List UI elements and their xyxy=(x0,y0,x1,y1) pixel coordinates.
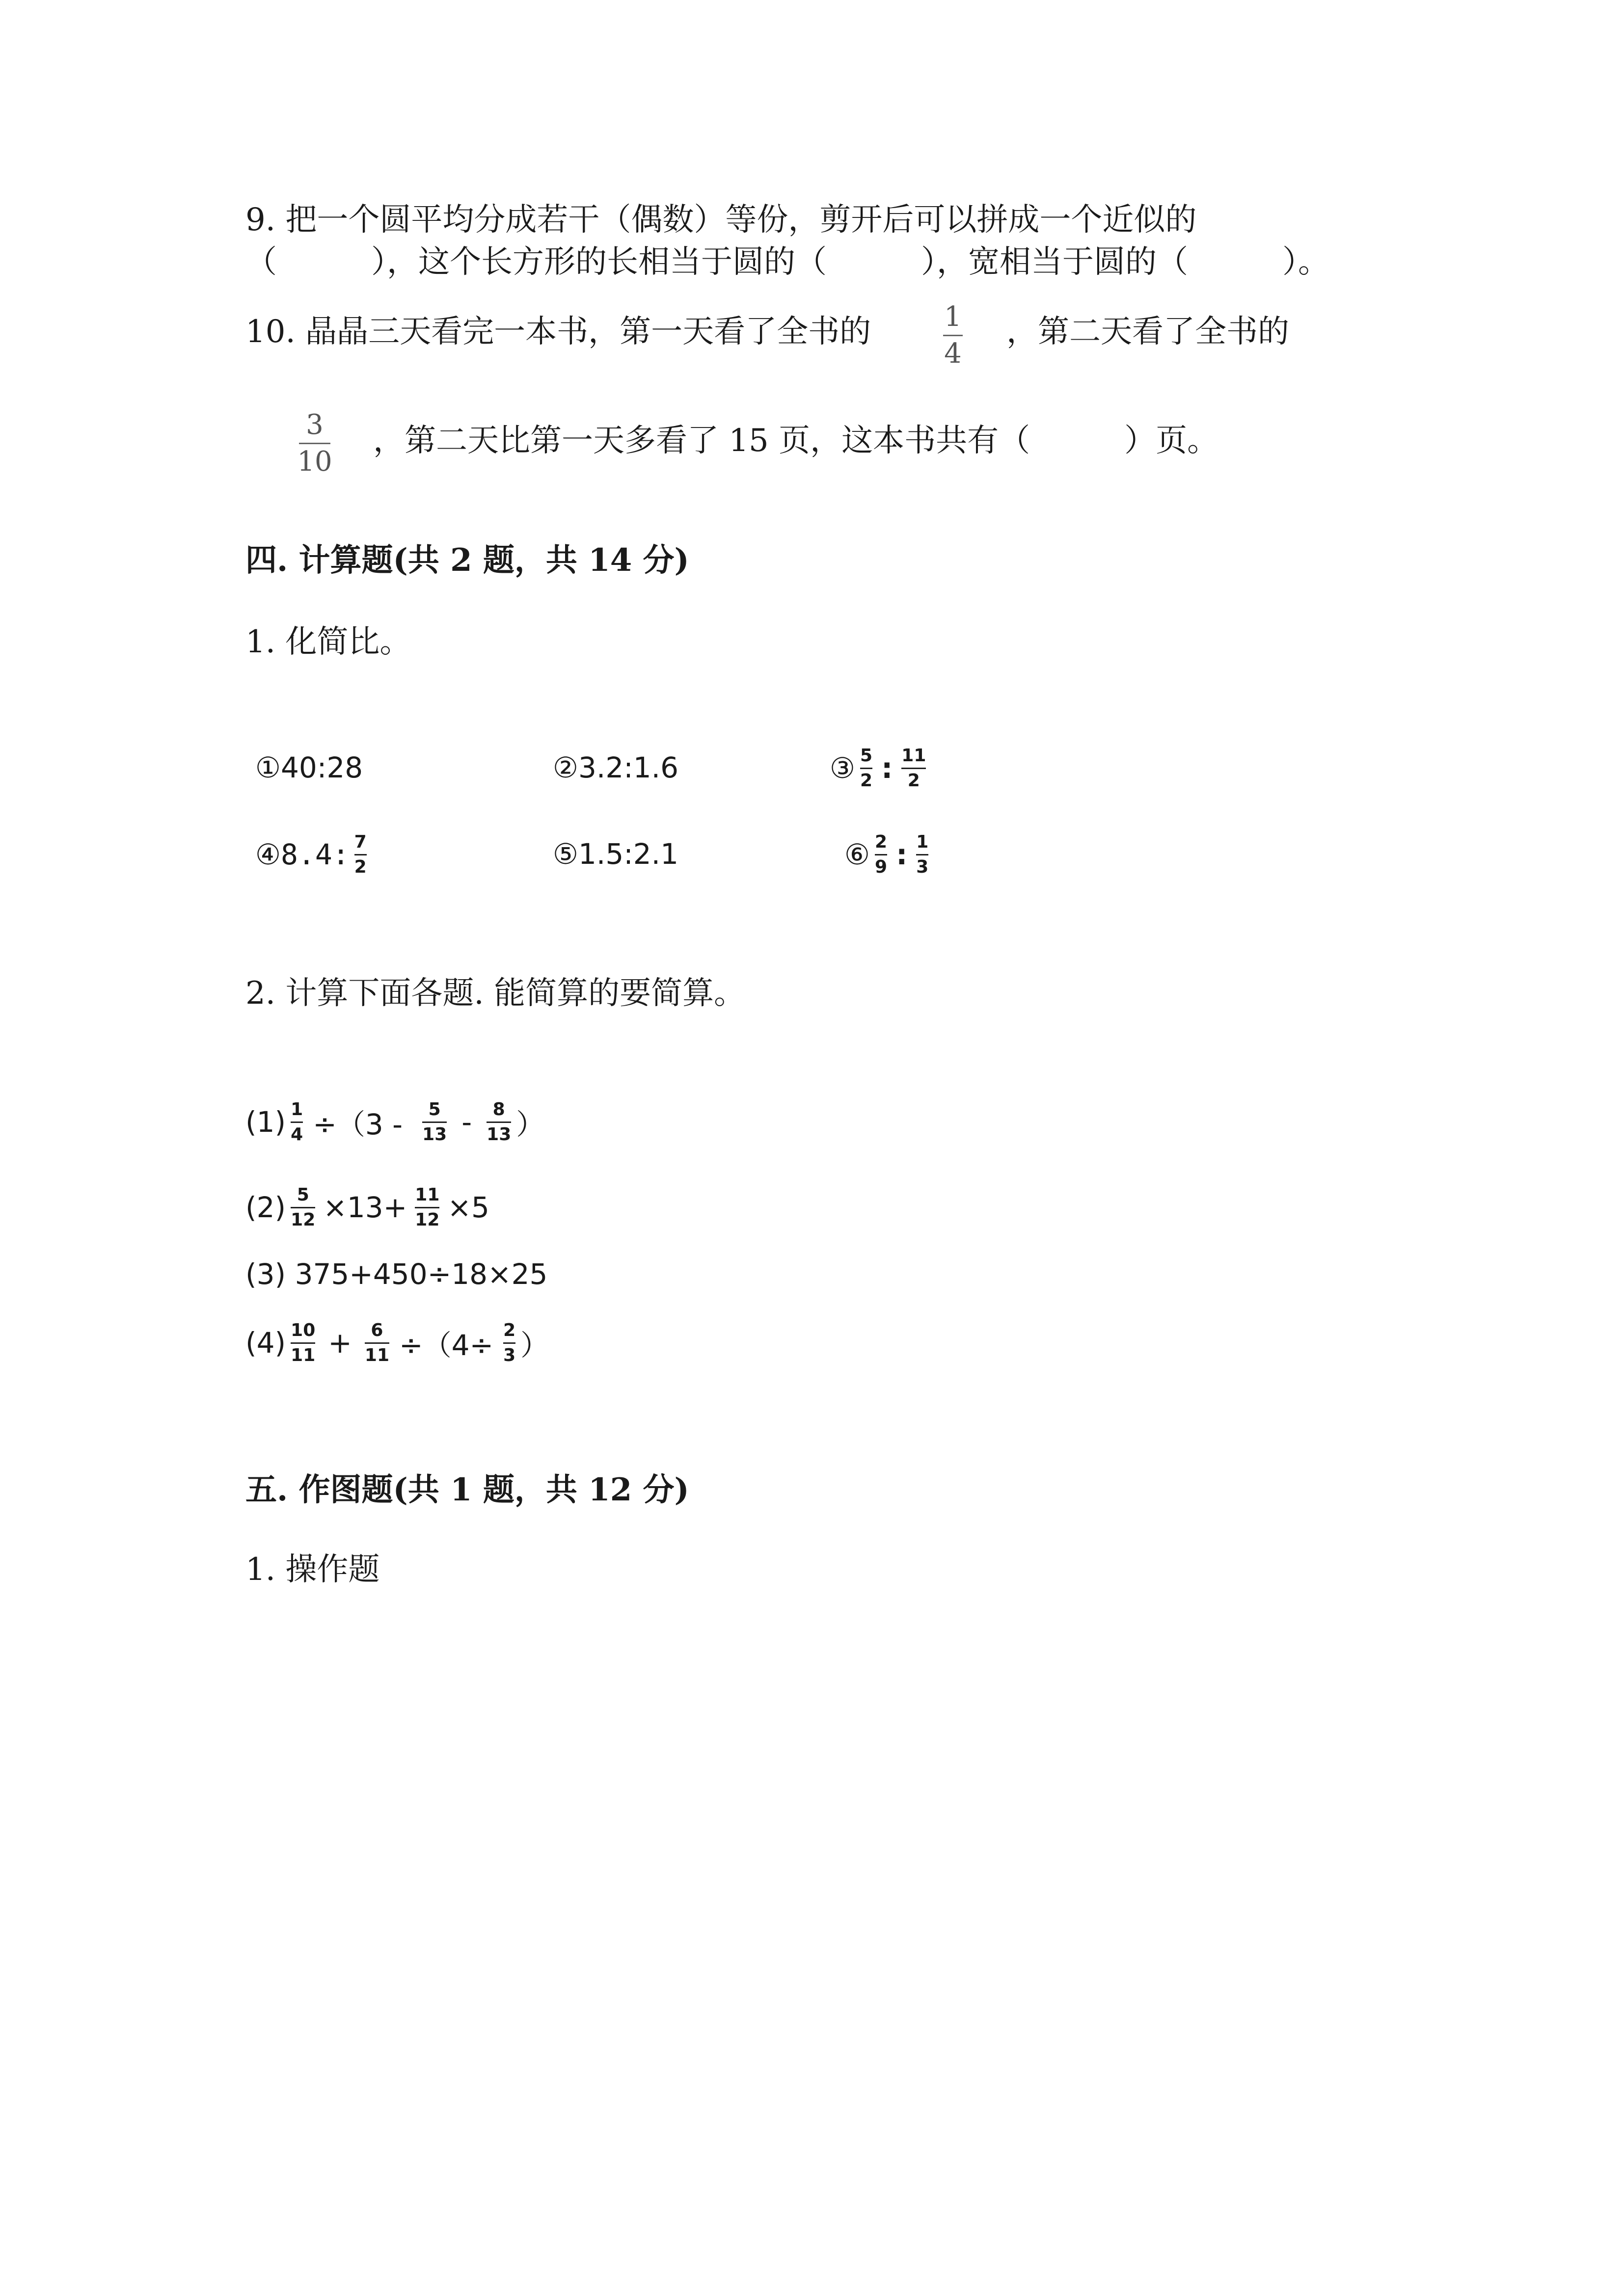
fraction-bar xyxy=(487,1121,511,1123)
fraction-numerator: 8 xyxy=(492,1099,505,1120)
ratio-item-1: ①40:28 xyxy=(255,751,363,784)
fraction-bar xyxy=(291,1342,315,1344)
item-number-mark: ⑥ xyxy=(844,838,870,871)
fraction-denominator: 11 xyxy=(364,1345,389,1365)
fraction xyxy=(291,1321,315,1365)
operator: ×5 xyxy=(447,1191,489,1224)
fraction-numerator: 5 xyxy=(428,1099,441,1120)
operator: + xyxy=(328,1326,352,1360)
fraction-denominator: 12 xyxy=(291,1209,316,1230)
fraction xyxy=(916,832,928,877)
fraction-numerator: 5 xyxy=(860,745,873,766)
operator: ÷（4÷ xyxy=(399,1329,494,1362)
q9-line2: （ ），这个长方形的长相当于圆的（ ），宽相当于圆的（ ）。 xyxy=(245,244,1329,280)
fraction-bar xyxy=(291,1207,315,1208)
fraction-numerator: 1 xyxy=(916,831,929,852)
ratio-item-5: ⑤1.5:2.1 xyxy=(553,837,679,871)
fraction xyxy=(291,1100,303,1145)
item-prefix: (1) xyxy=(245,1105,286,1139)
fraction-bar xyxy=(299,443,330,444)
section5-title: 五. 作图题(共 1 题，共 12 分) xyxy=(245,1471,689,1508)
fraction-numerator: 3 xyxy=(306,409,324,441)
fraction-numerator: 5 xyxy=(297,1184,309,1205)
fraction-denominator: 10 xyxy=(297,446,332,478)
fraction xyxy=(291,1185,315,1230)
q10-line1-start: 10. 晶晶三天看完一本书，第一天看了全书的 xyxy=(245,314,871,350)
q10-line1-end: ，第二天看了全书的 xyxy=(1006,314,1289,350)
ratio-item-6 xyxy=(844,828,933,881)
fraction-numerator: 11 xyxy=(415,1184,440,1205)
fraction-denominator: 13 xyxy=(422,1124,447,1145)
fraction xyxy=(365,1321,389,1365)
fraction-denominator: 13 xyxy=(487,1124,512,1145)
item-number-mark: ③ xyxy=(830,751,855,785)
ratio-text: ④8.4: xyxy=(255,838,350,871)
calc-item-3: (3) 375+450÷18×25 xyxy=(245,1257,548,1291)
fraction xyxy=(415,1185,439,1230)
ratio-item-3 xyxy=(830,741,931,795)
section4-title: 四. 计算题(共 2 题，共 14 分) xyxy=(245,542,689,579)
fraction-numerator: 7 xyxy=(354,831,367,852)
fraction-denominator: 4 xyxy=(291,1124,303,1145)
ratio-colon: : xyxy=(881,751,893,785)
fraction-numerator: 1 xyxy=(291,1099,303,1120)
ratio-item-4 xyxy=(255,828,372,881)
fraction-bar xyxy=(916,854,928,855)
fraction xyxy=(354,832,367,877)
operator: ÷（3 - xyxy=(313,1108,403,1141)
fraction-bar xyxy=(503,1342,515,1344)
operator: - xyxy=(461,1105,472,1139)
calc-item-2 xyxy=(245,1178,489,1237)
q10-fraction-one-quarter xyxy=(936,302,970,369)
fraction xyxy=(875,832,887,877)
fraction-bar xyxy=(860,768,872,769)
fraction-numerator: 11 xyxy=(901,745,926,766)
ratio-colon: : xyxy=(896,838,908,871)
fraction-denominator: 2 xyxy=(860,770,873,791)
fraction-bar xyxy=(901,768,926,769)
fraction-bar xyxy=(365,1342,389,1344)
fraction-denominator: 2 xyxy=(354,856,367,877)
fraction-numerator: 2 xyxy=(503,1320,516,1340)
fraction xyxy=(487,1100,511,1145)
fraction xyxy=(860,746,872,791)
item-prefix: (2) xyxy=(245,1191,286,1224)
calc-item-1 xyxy=(245,1093,544,1151)
fraction-bar xyxy=(415,1207,439,1208)
q9-line1: 9. 把一个圆平均分成若干（偶数）等份，剪开后可以拼成一个近似的 xyxy=(245,202,1197,238)
q10-fraction-three-tenths xyxy=(294,410,336,477)
section4-q2-label: 2. 计算下面各题. 能简算的要简算。 xyxy=(245,975,746,1012)
fraction-denominator: 11 xyxy=(291,1345,316,1365)
fraction xyxy=(503,1321,515,1365)
q10-line2: ，第二天比第一天多看了 15 页，这本书共有（ ）页。 xyxy=(373,423,1219,459)
fraction-bar xyxy=(422,1121,447,1123)
fraction-denominator: 12 xyxy=(415,1209,440,1230)
fraction-numerator: 1 xyxy=(944,301,962,333)
fraction-denominator: 2 xyxy=(907,770,920,791)
fraction-bar xyxy=(943,335,963,336)
calc-item-4 xyxy=(245,1313,549,1372)
fraction-bar xyxy=(291,1121,303,1123)
fraction-denominator: 9 xyxy=(875,856,888,877)
fraction-numerator: 6 xyxy=(371,1320,383,1340)
fraction xyxy=(901,746,926,791)
ratio-item-2: ②3.2:1.6 xyxy=(553,751,679,784)
section5-q1-label: 1. 操作题 xyxy=(245,1551,380,1588)
section4-q1-label: 1. 化简比。 xyxy=(245,624,411,660)
fraction-denominator: 4 xyxy=(944,338,962,370)
fraction-numerator: 10 xyxy=(291,1320,316,1340)
operator: ×13+ xyxy=(323,1191,407,1224)
fraction-numerator: 2 xyxy=(875,831,888,852)
fraction-bar xyxy=(354,854,367,855)
fraction xyxy=(422,1100,447,1145)
operator: ） xyxy=(516,1108,545,1141)
fraction-denominator: 3 xyxy=(916,856,929,877)
fraction-bar xyxy=(875,854,887,855)
fraction-denominator: 3 xyxy=(503,1345,516,1365)
item-prefix: (4) xyxy=(245,1326,286,1360)
operator: ） xyxy=(520,1329,549,1362)
